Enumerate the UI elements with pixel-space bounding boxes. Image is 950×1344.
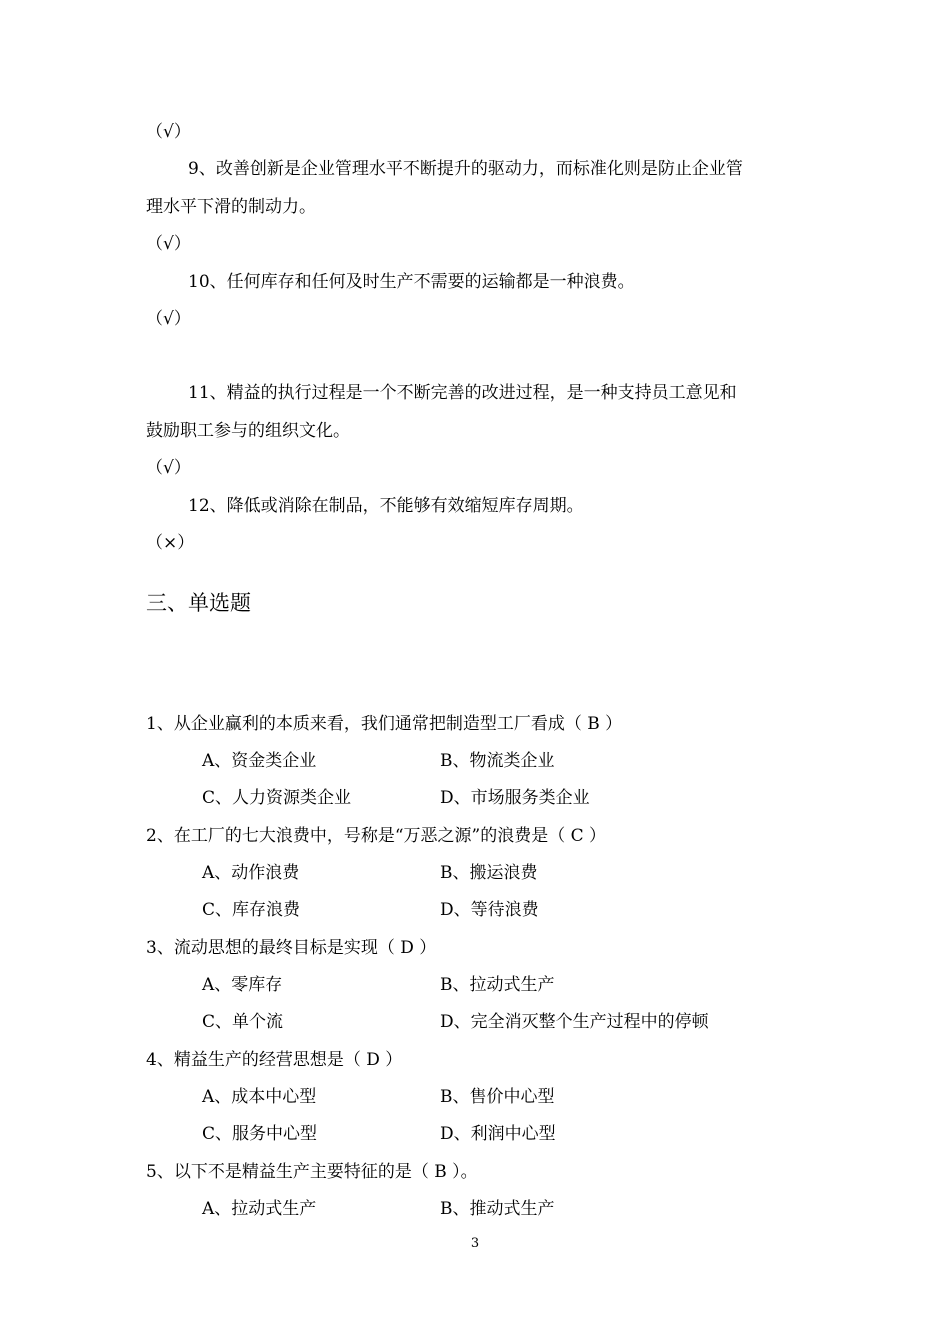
- answer-mark-11: （√）: [146, 458, 191, 478]
- question-3: 3、流动思想的最终目标是实现（ D ）: [146, 938, 437, 958]
- q2-option-d: D、等待浪费: [440, 900, 539, 920]
- q3-option-a: A、零库存: [202, 975, 283, 995]
- question-5: 5、以下不是精益生产主要特征的是（ B ）。: [146, 1162, 478, 1182]
- question-4: 4、精益生产的经营思想是（ D ）: [146, 1050, 403, 1070]
- q1-option-b: B、物流类企业: [440, 751, 555, 771]
- page-number: 3: [470, 1236, 480, 1251]
- statement-9: 9、改善创新是企业管理水平不断提升的驱动力，而标准化则是防止企业管: [188, 159, 743, 179]
- q2-option-a: A、动作浪费: [202, 863, 300, 883]
- answer-mark-10: （√）: [146, 309, 191, 329]
- q4-option-a: A、成本中心型: [202, 1087, 317, 1107]
- q2-option-b: B、搬运浪费: [440, 863, 538, 883]
- q5-option-b: B、推动式生产: [440, 1199, 555, 1219]
- q2-option-c: C、库存浪费: [202, 900, 301, 920]
- section-title: 三、单选题: [146, 591, 251, 615]
- answer-mark: （√）: [146, 122, 191, 142]
- statement-10: 10、任何库存和任何及时生产不需要的运输都是一种浪费。: [188, 272, 635, 292]
- statement-11: 11、精益的执行过程是一个不断完善的改进过程，是一种支持员工意见和: [188, 383, 737, 403]
- question-1: 1、从企业赢利的本质来看，我们通常把制造型工厂看成（ B ）: [146, 714, 623, 734]
- q1-option-c: C、人力资源类企业: [202, 788, 352, 808]
- answer-mark-9: （√）: [146, 234, 191, 254]
- q4-option-d: D、利润中心型: [440, 1124, 556, 1144]
- q3-option-c: C、单个流: [202, 1012, 284, 1032]
- answer-mark-12: （×）: [146, 533, 195, 553]
- q5-option-a: A、拉动式生产: [202, 1199, 317, 1219]
- statement-12: 12、降低或消除在制品，不能够有效缩短库存周期。: [188, 496, 584, 516]
- q4-option-b: B、售价中心型: [440, 1087, 555, 1107]
- q3-option-b: B、拉动式生产: [440, 975, 555, 995]
- q3-option-d: D、完全消灭整个生产过程中的停顿: [440, 1012, 709, 1032]
- statement-9-continued: 理水平下滑的制动力。: [146, 197, 316, 217]
- q1-option-d: D、市场服务类企业: [440, 788, 590, 808]
- question-2: 2、在工厂的七大浪费中，号称是“万恶之源”的浪费是（ C ）: [146, 826, 607, 846]
- statement-11-continued: 鼓励职工参与的组织文化。: [146, 421, 350, 441]
- q4-option-c: C、服务中心型: [202, 1124, 318, 1144]
- q1-option-a: A、资金类企业: [202, 751, 317, 771]
